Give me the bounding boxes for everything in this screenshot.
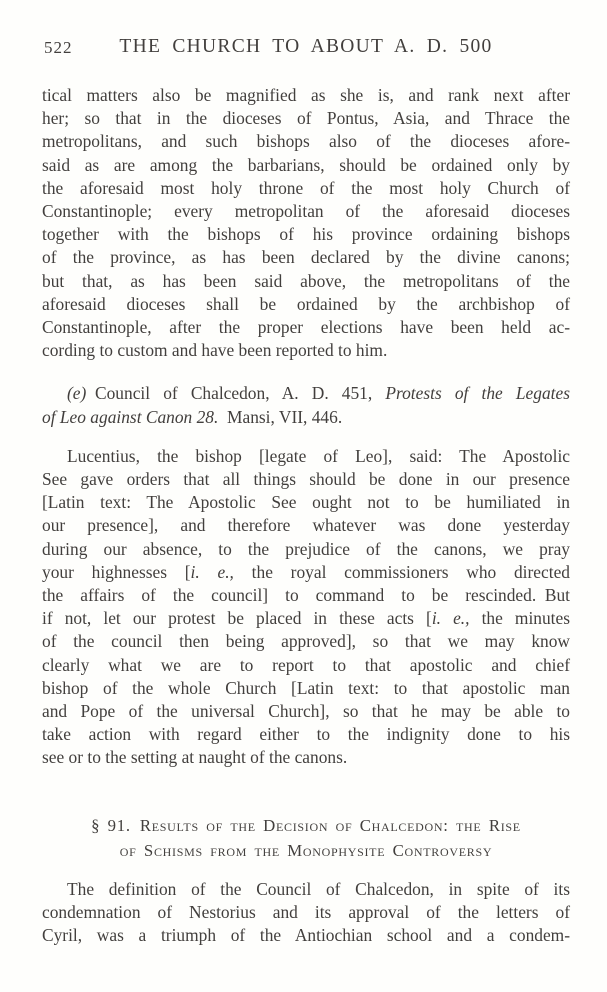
text-line: together with the bishops of his province ordaining bishops [42,224,570,245]
section-heading [42,813,570,864]
citation-source: Council of Chalcedon, A. D. 451, [86,383,386,404]
section-title-part-1: Results of the Decision of Chalcedon: the Rise [139,815,521,835]
id-est-italic: i. e., [431,608,470,629]
text-line [42,561,570,584]
text-line: during our absence, to the prejudice of the canons, we pray [42,538,570,559]
text-line: take action with regard either to the indignity done to his [42,724,570,745]
citation-reference: Mansi, VII, 446. [218,406,343,427]
text-line: bishop of the whole Church [Latin text: to that apostolic man [42,677,570,698]
running-title: THE CHURCH TO ABOUT A. D. 500 [119,36,493,57]
text-line: cording to custom and have been reported to him. [42,340,388,361]
text-segment: the royal commissioners who directed [233,561,570,582]
section-title-part-2: of Schisms from the Monophysite Controversy [119,841,493,861]
page-header [42,36,570,60]
text-line: aforesaid dioceses shall be ordained by the archbishop of [42,293,570,314]
text-line: of the province, as has been declared by the divine canons; [42,247,570,268]
paragraph-lucentius [42,445,570,770]
text-line: our presence], and therefore whatever was done yesterday [42,515,570,536]
work-title-italic: Protests of the Legates [385,383,570,404]
text-line: The definition of the Council of Chalcedon, in spite of its [67,878,570,899]
text-segment: your highnesses [ [42,561,191,582]
text-segment: the minutes [469,608,570,629]
text-line: clearly what we are to report to that apostolic and chief [42,654,570,675]
text-segment: if not, let our protest be placed in these acts [ [42,608,432,629]
text-line: the affairs of the council] to command to be rescinded. But [42,585,570,606]
citation-paragraph [42,382,570,428]
text-line: the aforesaid most holy throne of the most holy Church of [42,177,570,198]
id-est-italic: i. e., [190,561,234,582]
text-line: and Pope of the universal Church], so that he may be able to [42,701,570,722]
text-line: Cyril, was a triumph of the Antiochian school and a condem- [42,925,570,946]
text-line: Lucentius, the bishop [legate of Leo], said: The Apostolic [67,445,570,466]
page-number: 522 [44,38,73,57]
text-line: [Latin text: The Apostolic See ought not to be humiliated in [42,492,570,513]
citation-item-label: (e) [67,383,87,404]
text-line: See gave orders that all things should be done in our presence [42,469,570,490]
section-mark: § 91. [91,815,140,835]
text-line [42,382,570,405]
text-line: Constantinople; every metropolitan of the aforesaid dioceses [42,201,570,222]
text-block [42,84,570,947]
text-line [42,607,570,630]
text-line [42,406,570,429]
section-heading-line [42,813,570,839]
paragraph-definition [42,878,570,948]
text-line: see or to the setting at naught of the canons. [42,747,348,768]
text-line: of the council then being approved], so that we may know [42,631,570,652]
work-title-italic: of Leo against Canon 28. [42,406,219,427]
text-line: tical matters also be magnified as she is, and rank next after [42,85,570,105]
text-line: metropolitans, and such bishops also of the dioceses afore- [42,131,570,152]
text-line: said as are among the barbarians, should be ordained only by [42,154,570,175]
section-heading-line [42,838,570,864]
text-line: her; so that in the dioceses of Pontus, Asia, and Thrace the [42,108,570,129]
text-line: condemnation of Nestorius and its approval of the letters of [42,901,570,922]
text-line: Constantinople, after the proper elections have been held ac- [42,317,570,338]
paragraph-canon-28 [42,84,570,362]
text-line: but that, as has been said above, the metropolitans of the [42,270,570,291]
